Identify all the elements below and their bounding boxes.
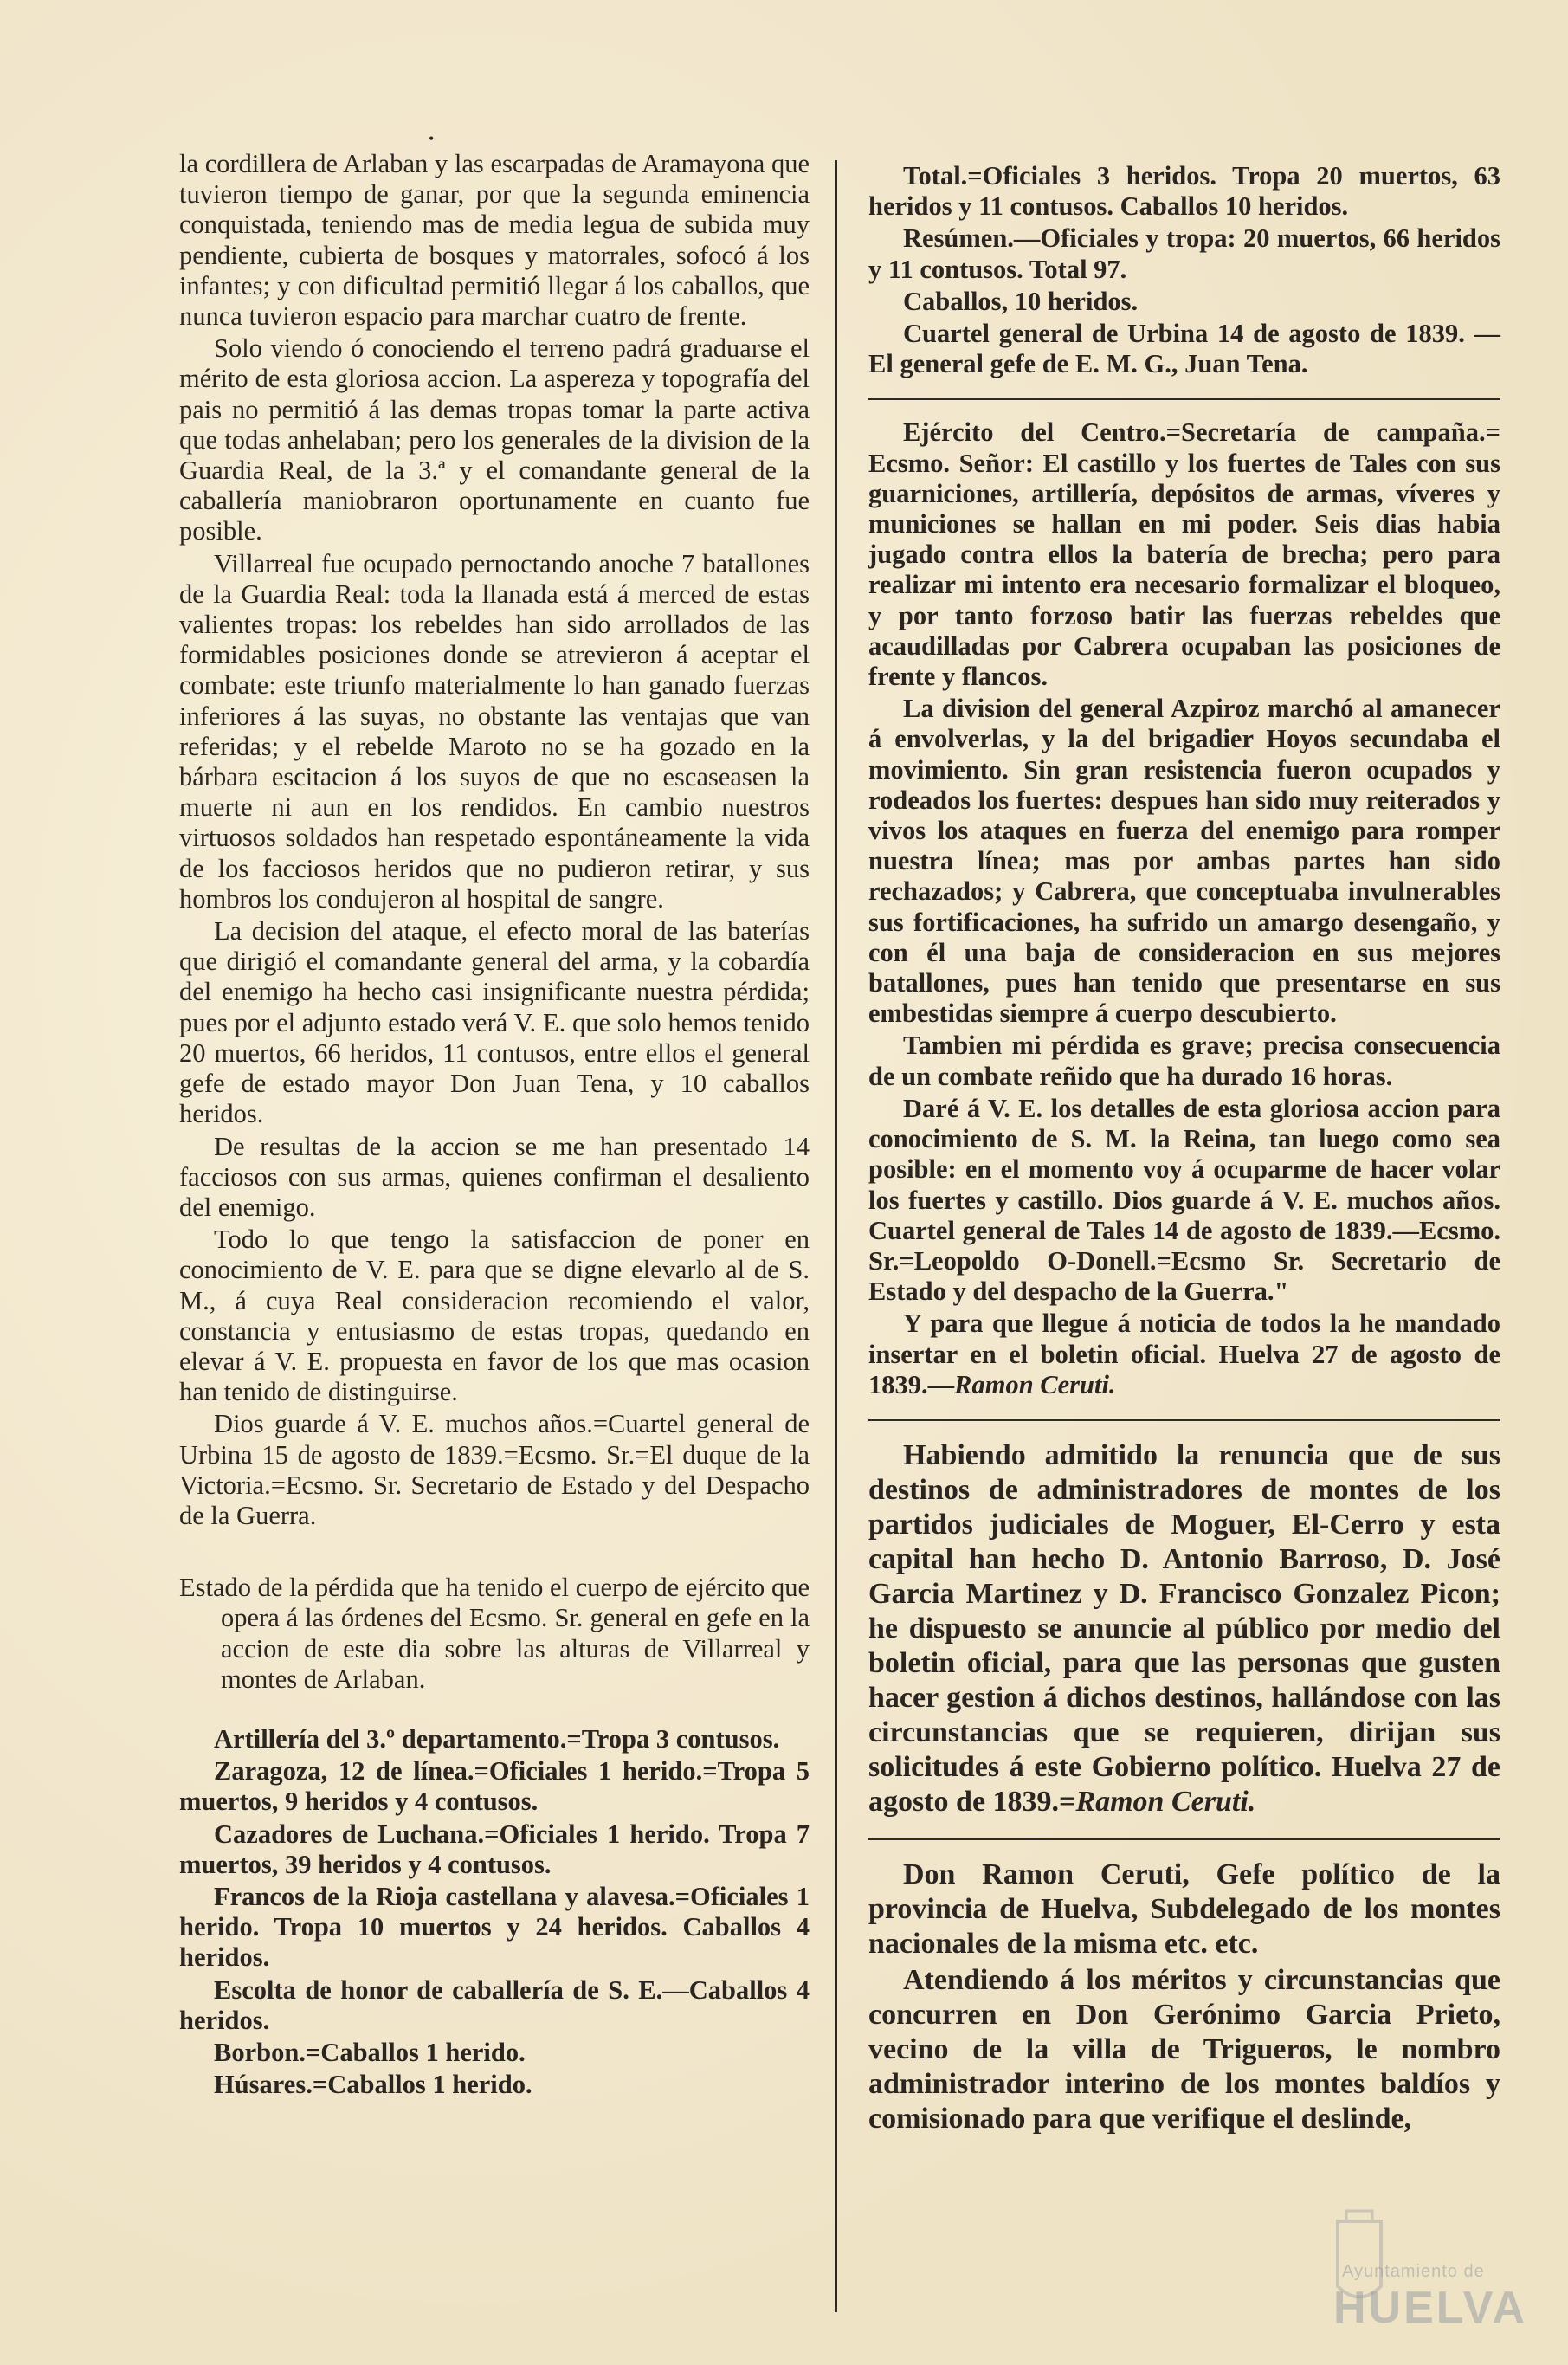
- paragraph: Don Ramon Ceruti, Gefe político de la provincia de Huelva, Subdelegado de los montes nacionales de la misma etc. etc.: [868, 1858, 1500, 1960]
- paragraph: Solo viendo ó conociendo el terreno padrá graduarse el mérito de esta gloriosa accion. La aspereza y topografía del pais no permitió á las demas tropas tomar la parte activa que todas anhelaban; pero los generales de la division de la Guardia Real, de la 3.ª y el comandante general de la caballería maniobraron oportunamente en cuanto fue posible.: [179, 333, 810, 546]
- signature: Ramon Ceruti.: [954, 1369, 1116, 1399]
- paragraph: Dios guarde á V. E. muchos años.=Cuartel general de Urbina 15 de agosto de 1839.=Ecsmo. Sr.=El duque de la Victoria.=Ecsmo. Sr. Secretario de Estado y del Despacho de la Guerra.: [179, 1409, 810, 1530]
- section-divider: [868, 1419, 1500, 1421]
- right-column: [868, 161, 1500, 2138]
- paragraph: Cuartel general de Urbina 14 de agosto de 1839. —El general gefe de E. M. G., Juan Tena.: [868, 319, 1500, 379]
- left-column: [179, 149, 810, 2102]
- paragraph: De resultas de la accion se me han presentado 14 facciosos con sus armas, quienes confirman el desaliento del enemigo.: [179, 1131, 810, 1222]
- paragraph: La division del general Azpiroz marchó al amanecer á envolverlas, y la del brigadier Hoyos secundaba el movimiento. Sin gran resistencia fueron ocupados y rodeados los fuertes: despues han sido muy reiterados y vivos los ataques en fuerza del enemigo para romper nuestra línea; mas por ambas partes han sido rechazados; y Cabrera, que conceptuaba invulnerables sus fortificaciones, ha sufrido un amargo desengaño, y con él una baja de consideracion en sus mejores batallones, pues han tenido que presentarse en sus embestidas siempre á cuerpo descubierto.: [868, 694, 1500, 1029]
- paragraph: Villarreal fue ocupado pernoctando anoche 7 batallones de la Guardia Real: toda la llanada está á merced de estas valientes tropas: los rebeldes han sido arrollados de las formidables posiciones donde se atrevieron á aceptar el combate: este triunfo materialmente lo han ganado fuerzas inferiores á las suyas, no obstante las ventajas que van referidas; y el rebelde Maroto no se ha gozado en la bárbara escitacion á los suyos de que no escaseasen la muerte ni aun en los rendidos. En cambio nuestros virtuosos soldados han respetado espontáneamente la vida de los facciosos heridos que no pudieron retirar, y sus hombros los condujeron al hospital de sangre.: [179, 548, 810, 914]
- column-divider: [835, 160, 837, 2312]
- page-ornament: •: [429, 130, 435, 147]
- signature: Ramon Ceruti.: [1075, 1785, 1256, 1818]
- paragraph: Daré á V. E. los detalles de esta gloriosa accion para conocimiento de S. M. la Reina, tan luego como sea posible: en el momento voy á ocuparme de hacer volar los fuertes y castillo. Dios guarde á V. E. muchos años. Cuartel general de Tales 14 de agosto de 1839.—Ecsmo. Sr.=Leopoldo O-Donell.=Ecsmo Sr. Secretario de Estado y del despacho de la Guerra.": [868, 1093, 1500, 1307]
- watermark-line1: Ayuntamiento de: [1342, 2262, 1485, 2281]
- estado-entry: Escolta de honor de caballería de S. E.—Caballos 4 heridos.: [179, 1974, 810, 2035]
- paragraph: Tambien mi pérdida es grave; precisa consecuencia de un combate reñido que ha durado 16 horas.: [868, 1031, 1500, 1091]
- section-divider: [868, 1838, 1500, 1840]
- estado-entry: Cazadores de Luchana.=Oficiales 1 herido. Tropa 7 muertos, 39 heridos y 4 contusos.: [179, 1819, 810, 1879]
- paragraph: Resúmen.—Oficiales y tropa: 20 muertos, 66 heridos y 11 contusos. Total 97.: [868, 223, 1500, 284]
- paragraph: Caballos, 10 heridos.: [903, 286, 1139, 316]
- paragraph: Ejército del Centro.=Secretaría de campaña.= Ecsmo. Señor: El castillo y los fuertes de Tales con sus guarniciones, artillería, depósitos de armas, víveres y municiones se hallan en mi poder. Seis dias habia jugado contra ellos la batería de brecha; pero para realizar mi intento era necesario formalizar el bloqueo, y por tanto forzoso batir las fuerzas rebeldes que acaudilladas por Cabrera ocupaban las posiciones de frente y flancos.: [868, 417, 1500, 692]
- watermark-text: [1333, 2262, 1527, 2334]
- paragraph: [868, 1438, 1500, 1819]
- estado-table: [179, 1573, 810, 1695]
- section-divider: [868, 398, 1500, 400]
- paragraph-text: Y para que llegue á noticia de todos la he mandado insertar en el boletin oficial. Huelva 27 de agosto de 1839.—: [868, 1309, 1500, 1399]
- estado-entry: Artillería del 3.º departamento.=Tropa 3 contusos.: [214, 1723, 780, 1754]
- paragraph: La decision del ataque, el efecto moral de las baterías que dirigió el comandante general del arma, y la cobardía del enemigo ha hecho casi insignificante nuestra pérdida; pues por el adjunto estado verá V. E. que solo hemos tenido 20 muertos, 66 heridos, 11 contusos, entre ellos el general gefe de estado mayor Don Juan Tena, y 10 caballos heridos.: [179, 916, 810, 1129]
- paragraph: [868, 1309, 1500, 1400]
- estado-entry: Zaragoza, 12 de línea.=Oficiales 1 herido.=Tropa 5 muertos, 9 heridos y 4 contusos.: [179, 1756, 810, 1817]
- paragraph: Atendiendo á los méritos y circunstancias que concurren en Don Gerónimo Garcia Prieto, vecino de la villa de Trigueros, le nombro administrador interino de los montes baldíos y comisionado para que verifique el deslinde,: [868, 1963, 1500, 2135]
- estado-entry: Borbon.=Caballos 1 herido.: [214, 2037, 526, 2067]
- estado-title: Estado de la pérdida que ha tenido el cuerpo de ejército que opera á las órdenes del Ecsmo. Sr. general en gefe en la accion de este dia sobre las alturas de Villarreal y montes de Arlaban.: [179, 1573, 810, 1694]
- paragraph-text: Habiendo admitido la renuncia que de sus destinos de administradores de montes de los partidos judiciales de Moguer, El-Cerro y esta capital han hecho D. Antonio Barroso, D. José Garcia Martinez y D. Francisco Gonzalez Picon; he dispuesto se anuncie al público por medio del boletin oficial, para que las personas que gusten hacer gestion á dichos destinos, hallándose con las circunstancias que se requieren, dirijan sus solicitudes á este Gobierno político. Huelva 27 de agosto de 1839.=: [868, 1438, 1500, 1818]
- estado-entry: Francos de la Rioja castellana y alavesa.=Oficiales 1 herido. Tropa 10 muertos y 24 heridos. Caballos 4 heridos.: [179, 1881, 810, 1973]
- estado-entry: Húsares.=Caballos 1 herido.: [214, 2070, 532, 2100]
- paragraph: Total.=Oficiales 3 heridos. Tropa 20 muertos, 63 heridos y 11 contusos. Caballos 10 heridos.: [868, 161, 1500, 222]
- watermark-line2: HUELVA: [1333, 2283, 1528, 2333]
- paragraph: Todo lo que tengo la satisfaccion de poner en conocimiento de V. E. para que se digne elevarlo al de S. M., á cuya Real consideracion recomiendo el valor, constancia y entusiasmo de estas tropas, quedando en elevar á V. E. propuesta en favor de los que mas ocasion han tenido de distinguirse.: [179, 1225, 810, 1407]
- paragraph: la cordillera de Arlaban y las escarpadas de Aramayona que tuvieron tiempo de ganar, por que la segunda eminencia conquistada, teniendo mas de media legua de subida muy pendiente, cubierta de bosques y matorrales, sofocó á los infantes; y con dificultad permitió llegar á los caballos, que nunca tuvieron espacio para marchar cuatro de frente.: [179, 149, 810, 332]
